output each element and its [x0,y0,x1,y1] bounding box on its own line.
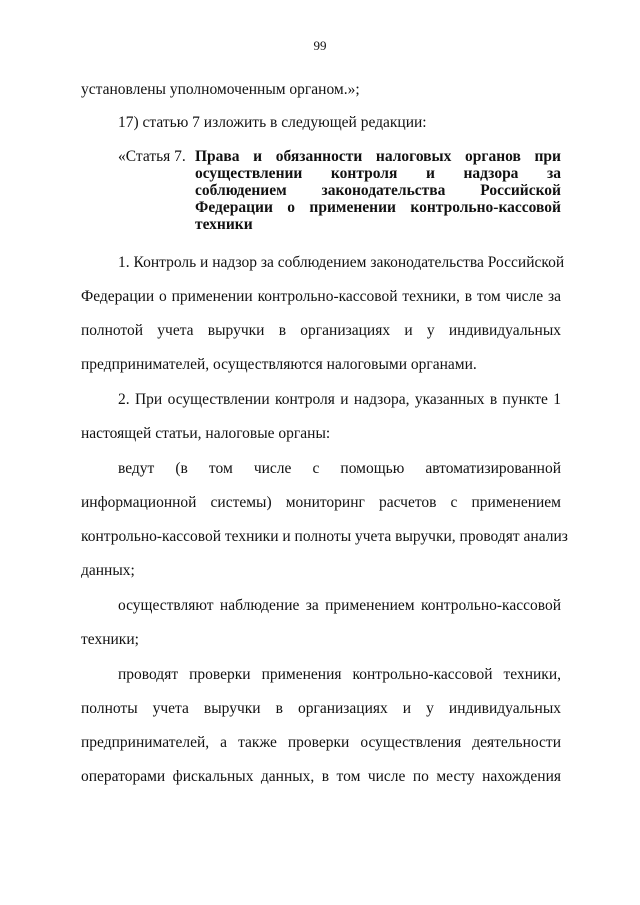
body-line: 1. Контроль и надзор за соблюдением законодательства Российской [118,254,565,271]
body-line: контрольно-кассовой техники и полноты учета выручки, проводят анализ [81,528,568,545]
article-title-line: осуществлении контроля и надзора за [195,165,561,182]
article-title-line: Права и обязанности налоговых органов при [195,148,561,165]
body-line: полнотой учета выручки в организациях и у индивидуальных [81,322,561,339]
body-line: 2. При осуществлении контроля и надзора, указанных в пункте 1 [118,391,561,408]
body-line: полноты учета выручки в организациях и у индивидуальных [81,700,561,717]
body-line: информационной системы) мониторинг расчетов с применением [81,494,561,511]
intro-line: установлены уполномоченным органом.»; [81,81,360,98]
body-line: проводят проверки применения контрольно-кассовой техники, [118,666,561,683]
body-line: предпринимателей, осуществляются налоговыми органами. [81,356,477,373]
body-line: операторами фискальных данных, в том числе по месту нахождения [81,768,561,785]
body-line: Федерации о применении контрольно-кассовой техники, в том числе за [81,288,561,305]
amendment-item-17: 17) статью 7 изложить в следующей редакции: [118,114,427,131]
body-line: предпринимателей, а также проверки осуществления деятельности [81,734,561,751]
article-title-line: техники [195,216,253,233]
article-label: «Статья 7. [118,148,186,165]
body-line: техники; [81,631,139,648]
article-title [195,148,561,233]
article-title-line: соблюдением законодательства Российской [195,182,561,199]
body-line: настоящей статьи, налоговые органы: [81,425,331,442]
body-line: ведут (в том числе с помощью автоматизированной [118,460,561,477]
body-line: данных; [81,562,135,579]
page-number: 99 [313,38,327,53]
article-title-line: Федерации о применении контрольно-кассовой [195,199,561,216]
body-line: осуществляют наблюдение за применением контрольно-кассовой [118,597,561,614]
